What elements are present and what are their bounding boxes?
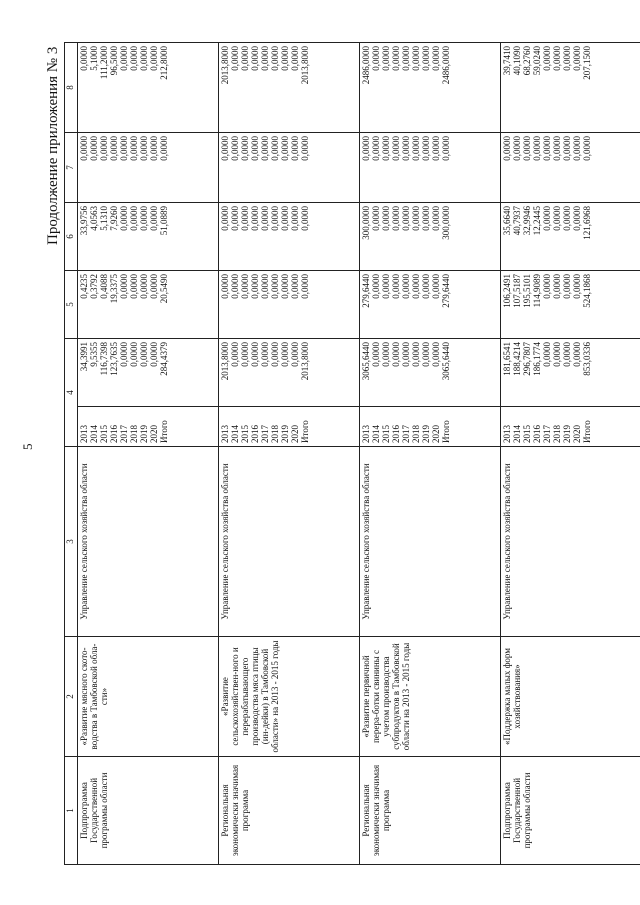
- executor-cell: Управление сельского хозяйства области: [360, 447, 501, 637]
- continuation-title: Продолжение приложения № 3: [45, 46, 61, 245]
- total-cell: 3065,6440 0,0000 0,0000 0,0000 0,0000 0,0000 0,0000 0,0000 3065,6440: [360, 339, 501, 407]
- budget-table: [64, 42, 640, 865]
- year-cell: 2013 2014 2015 2016 2017 2018 2019 2020 Итого: [360, 407, 501, 447]
- federal-cell: 0,0000 0,0000 0,0000 0,0000 0,0000 0,0000 0,0000 0,0000 0,0000: [219, 271, 360, 339]
- program-type-cell: Региональная экономически значимая программа: [219, 757, 360, 865]
- program-name-cell: «Развитие первичной перера-ботки свинины с учетом производства субпродуктов в Тамбовской области на 2013 - 2015 годы: [360, 637, 501, 757]
- header-col-5: 5: [65, 271, 78, 339]
- total-cell: 181,6541 188,4214 296,7807 186,1774 0,0000 0,0000 0,0000 0,0000 853,0336: [501, 339, 640, 407]
- federal-cell: 0,4235 0,3792 0,4088 19,3375 0,0000 0,0000 0,0000 0,0000 20,5490: [78, 271, 219, 339]
- program-type-cell: Подпрограмма Государственной программы области: [501, 757, 640, 865]
- federal-cell: 106,2491 107,5187 195,5101 114,9089 0,0000 0,0000 0,0000 0,0000 524,1868: [501, 271, 640, 339]
- header-col-4: 4: [65, 339, 78, 447]
- table-row: [219, 43, 360, 865]
- executor-cell: Управление сельского хозяйства области: [78, 447, 219, 637]
- total-cell: 2013,8000 0,0000 0,0000 0,0000 0,0000 0,0000 0,0000 0,0000 2013,8000: [219, 339, 360, 407]
- year-cell: 2013 2014 2015 2016 2017 2018 2019 2020 Итого: [78, 407, 219, 447]
- federal-cell: 279,6440 0,0000 0,0000 0,0000 0,0000 0,0000 0,0000 0,0000 279,6440: [360, 271, 501, 339]
- program-type-cell: Региональная экономически значимая программа: [360, 757, 501, 865]
- year-cell: 2013 2014 2015 2016 2017 2018 2019 2020 Итого: [501, 407, 640, 447]
- other-cell: 0,0000 5,1000 111,2000 96,5000 0,0000 0,0000 0,0000 0,0000 212,8000: [78, 43, 219, 133]
- executor-cell: Управление сельского хозяйства области: [501, 447, 640, 637]
- local-cell: 0,0000 0,0000 0,0000 0,0000 0,0000 0,0000 0,0000 0,0000 0,0000: [360, 133, 501, 203]
- local-cell: 0,0000 0,0000 0,0000 0,0000 0,0000 0,0000 0,0000 0,0000 0,0000: [219, 133, 360, 203]
- table-row: [360, 43, 501, 865]
- year-cell: 2013 2014 2015 2016 2017 2018 2019 2020 Итого: [219, 407, 360, 447]
- table-row: [501, 43, 640, 865]
- other-cell: 2486,0000 0,0000 0,0000 0,0000 0,0000 0,0000 0,0000 0,0000 2486,0000: [360, 43, 501, 133]
- executor-cell: Управление сельского хозяйства области: [219, 447, 360, 637]
- header-col-7: 7: [65, 133, 78, 203]
- header-col-6: 6: [65, 203, 78, 271]
- regional-cell: 33,9756 4,0563 5,1310 7,9260 0,0000 0,0000 0,0000 0,0000 51,0889: [78, 203, 219, 271]
- header-col-1: 1: [65, 757, 78, 865]
- program-name-cell: «Развитие мясного ското-водства в Тамбовской обла-сти»: [78, 637, 219, 757]
- header-row: [65, 43, 78, 865]
- program-type-cell: Подпрограмма Государственной программы области: [78, 757, 219, 865]
- header-col-2: 2: [65, 637, 78, 757]
- local-cell: 0,0000 0,0000 0,0000 0,0000 0,0000 0,0000 0,0000 0,0000 0,0000: [78, 133, 219, 203]
- table-row: [78, 43, 219, 865]
- local-cell: 0,0000 0,0000 0,0000 0,0000 0,0000 0,0000 0,0000 0,0000 0,0000: [501, 133, 640, 203]
- regional-cell: 0,0000 0,0000 0,0000 0,0000 0,0000 0,0000 0,0000 0,0000 0,0000: [219, 203, 360, 271]
- page-number: 5: [20, 443, 35, 450]
- program-name-cell: «Развитие сельскохозяйствен-ного и перерабатывающего производства мяса птицы (ин-дейки) в Тамбовской области» на 2013 - 2015 годы: [219, 637, 360, 757]
- regional-cell: 35,6640 40,7937 32,9946 12,2445 0,0000 0,0000 0,0000 0,0000 121,6968: [501, 203, 640, 271]
- other-cell: 39,7410 40,1090 68,2760 59,0240 0,0000 0,0000 0,0000 0,0000 207,1500: [501, 43, 640, 133]
- other-cell: 2013,8000 0,0000 0,0000 0,0000 0,0000 0,0000 0,0000 0,0000 2013,8000: [219, 43, 360, 133]
- header-col-8: 8: [65, 43, 78, 133]
- header-col-3: 3: [65, 447, 78, 637]
- total-cell: 34,3991 9,5355 116,7398 123,7635 0,0000 0,0000 0,0000 0,0000 284,4379: [78, 339, 219, 407]
- program-name-cell: «Поддержка малых форм хозяйствования»: [501, 637, 640, 757]
- regional-cell: 300,0000 0,0000 0,0000 0,0000 0,0000 0,0000 0,0000 0,0000 300,0000: [360, 203, 501, 271]
